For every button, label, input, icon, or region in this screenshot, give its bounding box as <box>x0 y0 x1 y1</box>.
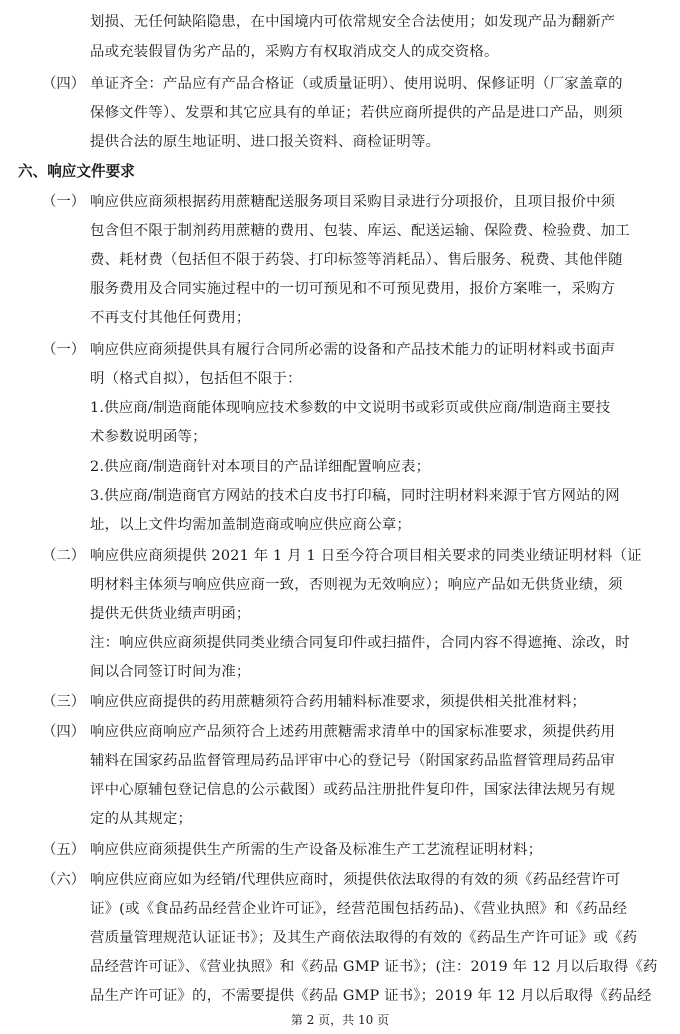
paragraph-line: 3.供应商/制造商官方网站的技术白皮书打印稿，同时注明材料来源于官方网站的网 <box>90 488 620 504</box>
paragraph-line: 服务费用及合同实施过程中的一切可预见和不可预见费用，报价方案唯一，采购方 <box>90 281 616 297</box>
paragraph-line: 响应供应商须提供生产所需的生产设备及标准生产工艺流程证明材料； <box>90 842 543 858</box>
paragraph-line: 定的从其规定； <box>90 811 193 827</box>
paragraph-line: 间以合同签订时间为准； <box>90 664 251 680</box>
item-number: （五） <box>42 842 86 858</box>
paragraph-line: 注：响应供应商须提供同类业绩合同复印件或扫描件，合同内容不得遮掩、涂改，时 <box>90 635 630 651</box>
paragraph-line: 辅料在国家药品监督管理局药品评审中心的登记号（附国家药品监督管理局药品审 <box>90 753 616 769</box>
paragraph-line: 明（格式自拟），包括但不限于： <box>90 371 302 387</box>
paragraph-line: 提供无供货业绩声明函； <box>90 606 251 622</box>
paragraph-line: 响应供应商应如为经销/代理供应商时，须提供依法取得的有效的须《药品经营许可 <box>90 872 621 888</box>
paragraph-line: 费、耗材费（包括但不限于药袋、打印标签等消耗品）、售后服务、税费、其他伴随 <box>90 252 623 268</box>
paragraph-line: 证》(或《食品药品经营企业许可证》，经营范围包括药品)、《营业执照》和《药品经 <box>90 901 628 917</box>
paragraph-line: 保修文件等）、发票和其它应具有的单证；若供应商所提供的产品是进口产品，则须 <box>90 105 623 121</box>
paragraph-line: 品生产许可证》的，不需要提供《药品 GMP 证书》；2019 年 12 月以后取得《药品经 <box>90 988 652 1004</box>
section-heading: 六、响应文件要求 <box>18 163 135 180</box>
item-number: （四） <box>42 724 86 740</box>
item-number: （六） <box>42 872 86 888</box>
paragraph-line: 响应供应商须根据药用蔗糖配送服务项目采购目录进行分项报价，且项目报价中须 <box>90 194 616 210</box>
item-number: （三） <box>42 694 86 710</box>
paragraph-line: 划损、无任何缺陷隐患，在中国境内可依常规安全合法使用；如发现产品为翻新产 <box>90 14 616 30</box>
paragraph-line: 品或充装假冒伪劣产品的，采购方有权取消成交人的成交资格。 <box>90 44 499 60</box>
item-number: （一） <box>42 342 86 358</box>
paragraph-line: 单证齐全：产品应有产品合格证（或质量证明）、使用说明、保修证明（厂家盖章的 <box>90 76 623 92</box>
paragraph-line: 评中心原辅包登记信息的公示截图）或药品注册批件复印件，国家法律法规另有规 <box>90 782 616 798</box>
page-footer: 第 2 页，共 10 页 <box>290 1013 390 1027</box>
paragraph-line: 营质量管理规范认证证书》；及其生产商依法取得的有效的《药品生产许可证》或《药 <box>90 930 638 946</box>
item-number: （二） <box>42 548 86 564</box>
paragraph-line: 响应供应商须提供 2021 年 1 月 1 日至今符合项目相关要求的同类业绩证明材料（证 <box>90 548 642 564</box>
paragraph-line: 址，以上文件均需加盖制造商或响应供应商公章； <box>90 517 411 533</box>
item-number: （四） <box>42 76 86 92</box>
paragraph-line: 1.供应商/制造商能体现响应技术参数的中文说明书或彩页或供应商/制造商主要技 <box>90 400 611 416</box>
paragraph-line: 提供合法的原生地证明、进口报关资料、商检证明等。 <box>90 134 441 150</box>
paragraph-line: 明材料主体须与响应供应商一致，否则视为无效响应）；响应产品如无供货业绩，须 <box>90 577 623 593</box>
paragraph-line: 不再支付其他任何费用； <box>90 310 251 326</box>
paragraph-line: 响应供应商响应产品须符合上述药用蔗糖需求清单中的国家标准要求，须提供药用 <box>90 724 616 740</box>
paragraph-line: 包含但不限于制剂药用蔗糖的费用、包装、库运、配送运输、保险费、检验费、加工 <box>90 223 630 239</box>
paragraph-line: 术参数说明函等； <box>90 429 207 445</box>
item-number: （一） <box>42 194 86 210</box>
paragraph-line: 品经营许可证》、《营业执照》和《药品 GMP 证书》；(注：2019 年 12 月以后取得《药 <box>90 959 658 975</box>
paragraph-line: 2.供应商/制造商针对本项目的产品详细配置响应表； <box>90 459 431 475</box>
paragraph-line: 响应供应商提供的药用蔗糖须符合药用辅料标准要求，须提供相关批准材料； <box>90 694 587 710</box>
paragraph-line: 响应供应商须提供具有履行合同所必需的设备和产品技术能力的证明材料或书面声 <box>90 342 616 358</box>
